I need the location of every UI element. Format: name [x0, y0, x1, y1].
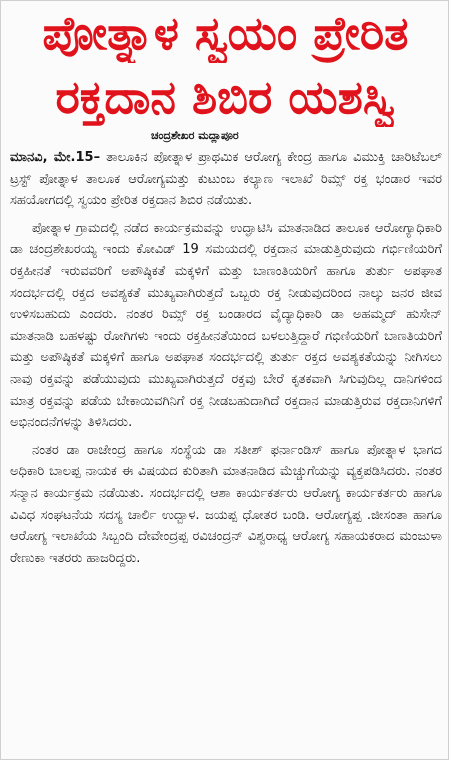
byline: ಚಂದ್ರಶೇಖರ ಮದ್ಲಾಪೂರ	[151, 129, 239, 142]
headline-line-2: ರಕ್ತದಾನ ಶಿಬಿರ ಯಶಸ್ವಿ	[55, 70, 396, 124]
paragraph-1-text: ತಾಲೂಕಿನ ಪೋತ್ನಾಳ ಪ್ರಾಥಮಿಕ ಆರೋಗ್ಯ ಕೇಂದ್ರ ಹಾಗೂ ವಿಮುಕ್ತಿ ಚಾರಿಟೆಬಲ್ ಟ್ರಸ್ಟ್ ಪೋತ್ನಾಳ ತಾಲೂಕ ಆರೋಗ್ಯಮತ್ತು ಕುಟುಂಬ ಕಲ್ಯಾಣ ಇಲಾಖೆ ರಿಮ್ಸ್ ರಕ್ತ ಭಂಡಾರ ಇವರ ಸಹಯೋಗದಲ್ಲಿ ಸ್ವಯಂ ಪ್ರೇರಿತ ರಕ್ತದಾನ ಶಿಬಿರ ನಡೆಯಿತು.	[10, 150, 443, 209]
paragraph-1	[10, 147, 442, 212]
paragraph-3: ನಂತರ ಡಾ ರಾಜೇಂದ್ರ ಹಾಗೂ ಸಂಸ್ಥೆಯ ಡಾ ಸತೀಶ್ ಫರ್ನಾಂಡಿಸ್ ಹಾಗೂ ಪೋತ್ನಾಳ ಭಾಗದ ಅಧಿಕಾರಿ ಬಾಲಪ್ಪ ನಾಯಕ ಈ ವಿಷಯದ ಕುರಿತಾಗಿ ಮಾತನಾಡಿದ ಮೆಚ್ಚುಗೆಯನ್ನು ವ್ಯಕ್ತಪಡಿಸಿದರು. ನಂತರ ಸನ್ಮಾನ ಕಾರ್ಯಕ್ರಮ ನಡೆಯಿತು. ಸಂದರ್ಭದಲ್ಲಿ ಆಶಾ ಕಾರ್ಯಕರ್ತರು ಆರೋಗ್ಯ ಕಾರ್ಯಕರ್ತರು ಹಾಗೂ ವಿವಿಧ ಸಂಘಟನೆಯ ಸದಸ್ಯ ಚಾರ್ಲಿ ಉದ್ಬಾಳ. ಜಯಪ್ಪ ಧೋತರ ಬಂಡಿ. ಆರೋಗ್ಯಪ್ಪ .ಜೀಸಂತಾ ಹಾಗೂ ಆರೋಗ್ಯ ಇಲಾಖೆಯ ಸಿಬ್ಬಂದಿ ದೇವೇಂದ್ರಪ್ಪ ರವಿಚಂದ್ರನ್ ವಿಶ್ವರಾಧ್ಯ ಆರೋಗ್ಯ ಸಹಾಯಕರಾದ ಮಂಜುಳಾ ರೇಣುಕಾ ಇತರರು ಹಾಜರಿದ್ದರು.	[10, 442, 442, 566]
paragraph-2: ಪೋತ್ನಾಳ ಗ್ರಾಮದಲ್ಲಿ ನಡೆದ ಕಾರ್ಯಕ್ರಮವನ್ನು ಉದ್ಘಾಟಿಸಿ ಮಾತನಾಡಿದ ತಾಲೂಕ ಆರೋಗ್ಯಾಧಿಕಾರಿ ಡಾ ಚಂದ್ರಶೇಖರಯ್ಯ ಇಂದು ಕೋವಿಡ್ 19 ಸಮಯದಲ್ಲಿ ರಕ್ತದಾನ ಮಾಡುತ್ತಿರುವುದು ಗರ್ಭಿಣಿಯರಿಗೆ ರಕ್ತಹೀನತೆ ಇರುವವರಿಗೆ ಅಪೌಷ್ಠಿಕತೆ ಮಕ್ಕಳಿಗೆ ಮತ್ತು ಬಾಣಂತಿಯರಿಗೆ ಹಾಗೂ ತುರ್ತು ಅಪಘಾತ ಸಂದರ್ಭದಲ್ಲಿ ರಕ್ತದ ಅವಶ್ಯಕತೆ ಮುಖ್ಯವಾಗಿರುತ್ತದೆ ಒಬ್ಬರು ರಕ್ತ ನೀಡುವುದರಿಂದ ನಾಲ್ಕು ಜನರ ಜೀವ ಉಳಿಸಬಹುದು ಎಂದರು. ನಂತರ ರಿಮ್ಸ್ ರಕ್ತ ಬಂಡಾರದ ವೈದ್ಯಾಧಿಕಾರಿ ಡಾ ಅಹಮ್ಮದ್ ಹುಸೇನ್ ಮಾತನಾಡಿ ಬಹಳಷ್ಟು ರೋಗಿಗಳು ಇಂದು ರಕ್ತಹೀನತೆಯಿಂದ ಬಳಲುತ್ತಿದ್ದಾರೆ ಗಭಿಣಿಯರಿಗೆ ಬಾಣತಿಯರಿಗೆ ಮತ್ತು ಅಪೌಷ್ಠಿಕತೆ ಮಕ್ಕಳಿಗೆ ಹಾಗೂ ಅಪಘಾತ ಸಂದರ್ಭದಲ್ಲಿ ತುರ್ತು ರಕ್ತದ ಅವಶ್ಯಕತೆಯನ್ನು ನೀಗಿಸಲು ನಾವು ರಕ್ತವನ್ನು ಪಡೆಯುವುದು ಮುಖ್ಯವಾಗಿರುತ್ತದೆ ರಕ್ತವು ಬೇರೆ ಕೃತಕವಾಗಿ ಸಿಗುವುದಿಲ್ಲ ದಾನಿಗಳಿಂದ ಮಾತ್ರ ರಕ್ತವನ್ನು ಪಡೆಯ ಬೇಕಾಯಿವಗಿನಿಗೆ ರಕ್ತ ನೀಡಬಹುದಾಗಿದೆ ರಕ್ತದಾನ ಮಾಡುತ್ತಿರುವ ರಕ್ತದಾನಿಗಳಿಗೆ ಅಭಿನಂದನೆಗಳನ್ನು ತಿಳಿಸಿದರು.	[10, 220, 442, 431]
article-body	[10, 147, 442, 575]
dateline: ಮಾನವಿ, ಮೇ.15–	[10, 150, 101, 165]
headline-line-1: ಪೋತ್ನಾಳ ಸ್ವಯಂ ಪ್ರೇರಿತ	[42, 6, 409, 60]
